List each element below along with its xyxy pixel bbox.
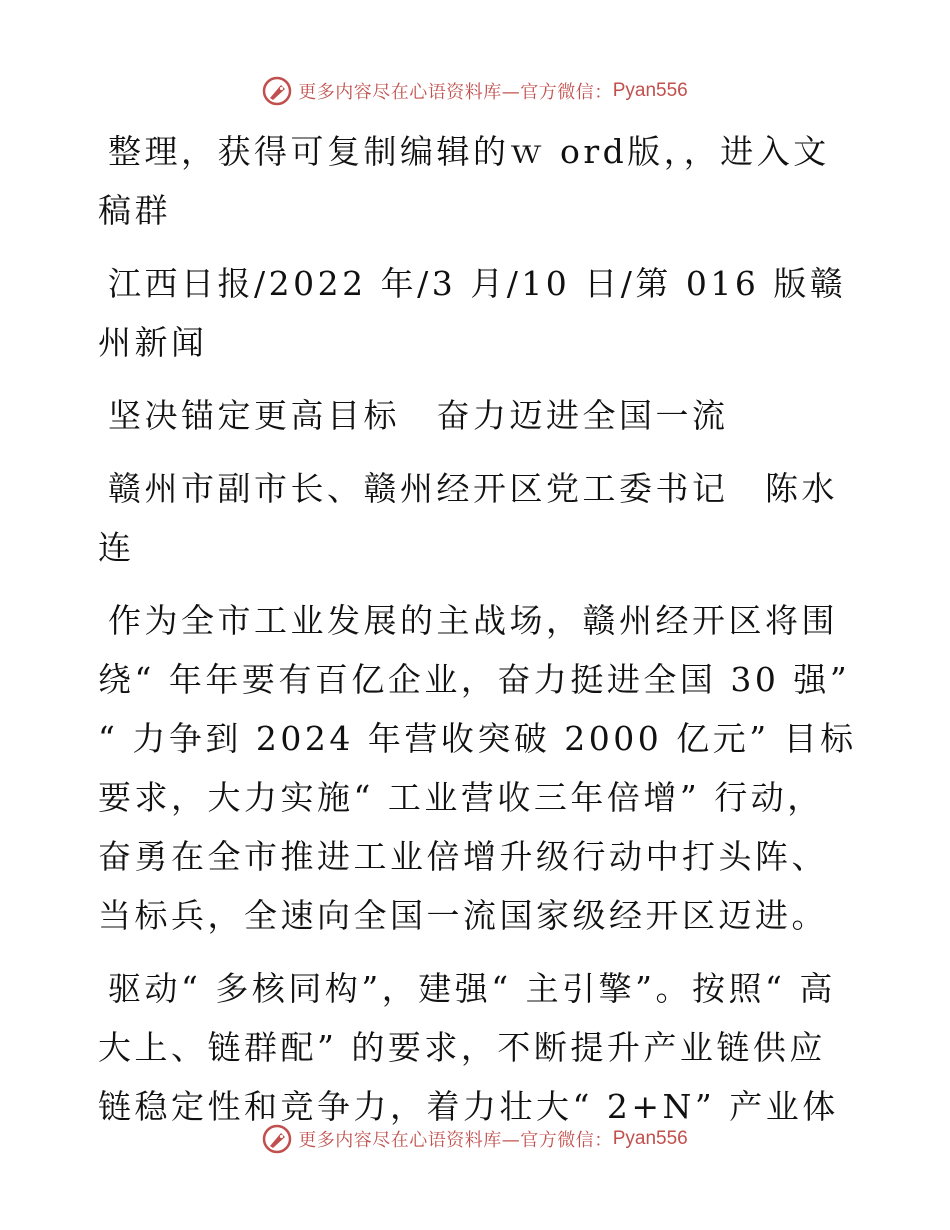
pen-nib-logo-icon [262,1124,292,1154]
watermark-id: Pyan556 [612,80,688,101]
watermark-text: 更多内容尽在心语资料库—官方微信： [298,1130,613,1151]
watermark-id: Pyan556 [612,1128,688,1149]
intro-paragraph: 整理，获得可复制编辑的ｗ ord版，，进入文稿群 [98,132,830,230]
document-body [98,122,858,1150]
watermark-header [0,71,950,111]
watermark-footer [0,1119,950,1159]
author-line: 赣州市副市长、赣州经开区党工委书记 陈水连 [98,469,838,567]
pen-nib-logo-icon [262,76,292,106]
article-title: 坚决锚定更高目标 奋力迈进全国一流 [108,396,729,435]
source-line: 江西日报/2022 年/3 月/10 日/第 016 版赣州新闻 [98,264,847,362]
watermark-text: 更多内容尽在心语资料库—官方微信： [298,82,613,103]
body-paragraph: 作为全市工业发展的主战场，赣州经开区将围绕“ 年年要有百亿企业，奋力挺进全国 30 强” “ 力争到 2024 年营收突破 2000 亿元” 目标要求，大力实施“ 工业营收三年倍增” 行动，奋勇在全市推进工业倍增升级行动中打头阵、当标兵，全速向全国一流国家级经开区迈进。 [98,601,857,935]
body-paragraph: 驱动“ 多核同构”，建强“ 主引擎”。按照“ 高大上、链群配” 的要求，不断提升产业链供应链稳定性和竞争力，着力壮大“ 2+N” 产业体 [98,969,839,1126]
